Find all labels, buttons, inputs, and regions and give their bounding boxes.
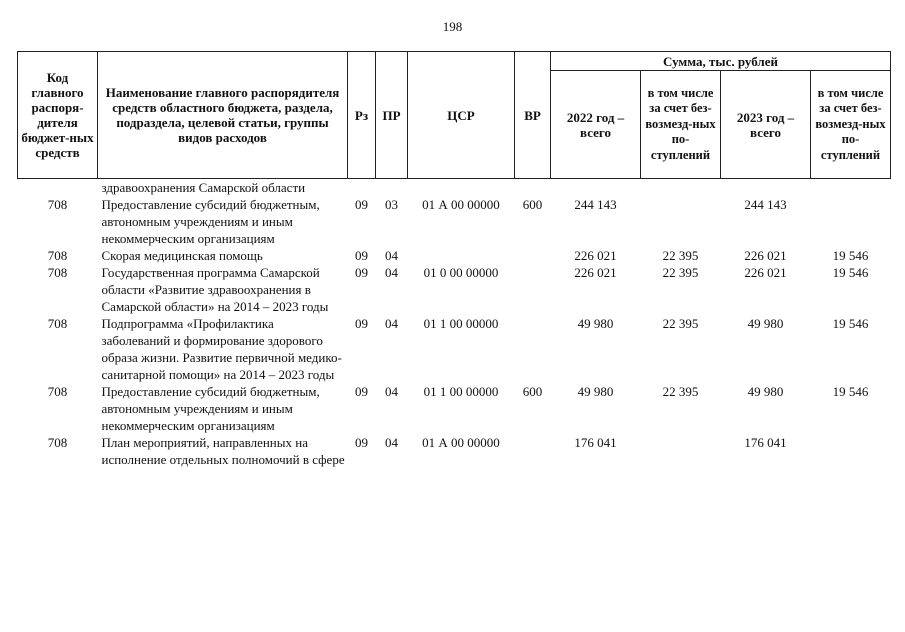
row-name: План мероприятий, направленных на исполнение отдельных полномочий в сфере bbox=[101, 435, 345, 467]
table-row bbox=[18, 315, 891, 383]
row-sum-2023 bbox=[721, 179, 811, 197]
row-pr: 04 bbox=[385, 265, 398, 280]
row-incl-2023 bbox=[811, 179, 891, 197]
budget-table bbox=[17, 51, 891, 468]
table-row bbox=[18, 179, 891, 197]
header-2023-incl: в том числе за счет без-возмезд-ных по-ступлений bbox=[811, 71, 891, 179]
row-vr bbox=[515, 434, 551, 468]
row-name: здравоохранения Самарской области bbox=[101, 180, 306, 195]
row-incl-2022: 22 395 bbox=[662, 384, 699, 399]
row-rz: 09 bbox=[355, 316, 368, 331]
table-row bbox=[18, 247, 891, 264]
header-code: Код главного распоря-дителя бюджет-ных средств bbox=[18, 52, 98, 179]
row-incl-2022: 22 395 bbox=[662, 316, 699, 331]
row-pr: 03 bbox=[385, 197, 398, 212]
row-pr: 04 bbox=[385, 435, 398, 450]
header-sum: Сумма, тыс. рублей bbox=[551, 52, 891, 71]
row-sum-2023: 226 021 bbox=[744, 265, 787, 280]
row-sum-2022 bbox=[551, 179, 641, 197]
header-vr: ВР bbox=[515, 52, 551, 179]
table-row bbox=[18, 196, 891, 247]
row-sum-2022: 244 143 bbox=[574, 197, 617, 212]
row-incl-2023: 19 546 bbox=[832, 265, 869, 280]
row-csr bbox=[408, 247, 515, 264]
header-2022-incl: в том числе за счет без-возмезд-ных по-ступлений bbox=[641, 71, 721, 179]
table-row bbox=[18, 434, 891, 468]
table-row bbox=[18, 383, 891, 434]
row-incl-2023: 19 546 bbox=[832, 384, 869, 399]
row-sum-2023: 244 143 bbox=[744, 197, 787, 212]
row-vr bbox=[515, 315, 551, 383]
row-incl-2023: 19 546 bbox=[832, 248, 869, 263]
row-sum-2022: 49 980 bbox=[577, 316, 614, 331]
row-incl-2022: 22 395 bbox=[662, 248, 699, 263]
row-rz: 09 bbox=[355, 384, 368, 399]
row-sum-2023: 226 021 bbox=[744, 248, 787, 263]
row-pr: 04 bbox=[385, 384, 398, 399]
row-code bbox=[18, 179, 98, 197]
row-csr bbox=[408, 179, 515, 197]
row-name: Скорая медицинская помощь bbox=[101, 248, 263, 263]
row-sum-2022: 49 980 bbox=[577, 384, 614, 399]
row-vr: 600 bbox=[522, 197, 543, 212]
row-name: Предоставление субсидий бюджетным, автономным учреждениям и иным некоммерческим организациям bbox=[101, 197, 320, 246]
row-sum-2022: 226 021 bbox=[574, 265, 617, 280]
header-rz: Рз bbox=[348, 52, 376, 179]
row-csr: 01 А 00 00000 bbox=[422, 197, 500, 212]
row-code: 708 bbox=[47, 435, 68, 450]
row-code: 708 bbox=[47, 384, 68, 399]
row-pr: 04 bbox=[385, 316, 398, 331]
row-incl-2023 bbox=[811, 196, 891, 247]
header-pr: ПР bbox=[376, 52, 408, 179]
row-incl-2022: 22 395 bbox=[662, 265, 699, 280]
header-2022-total: 2022 год – всего bbox=[551, 71, 641, 179]
row-csr: 01 0 00 00000 bbox=[423, 265, 499, 280]
row-code: 708 bbox=[47, 316, 68, 331]
row-rz: 09 bbox=[355, 265, 368, 280]
header-name: Наименование главного распорядителя средств областного бюджета, раздела, подраздела, целевой статьи, группы видов расходов bbox=[98, 52, 348, 179]
row-incl-2022 bbox=[641, 179, 721, 197]
row-sum-2022: 176 041 bbox=[574, 435, 617, 450]
table-row bbox=[18, 264, 891, 315]
row-name: Государственная программа Самарской области «Развитие здравоохранения в Самарской области» на 2014 – 2023 годы bbox=[101, 265, 329, 314]
row-incl-2022 bbox=[641, 196, 721, 247]
header-csr: ЦСР bbox=[408, 52, 515, 179]
row-csr: 01 1 00 00000 bbox=[423, 316, 499, 331]
row-csr: 01 А 00 00000 bbox=[422, 435, 500, 450]
row-code: 708 bbox=[47, 197, 68, 212]
row-vr bbox=[515, 264, 551, 315]
row-sum-2022: 226 021 bbox=[574, 248, 617, 263]
header-2023-total: 2023 год – всего bbox=[721, 71, 811, 179]
row-code: 708 bbox=[47, 265, 68, 280]
row-pr bbox=[376, 179, 408, 197]
row-rz bbox=[348, 179, 376, 197]
row-name: Предоставление субсидий бюджетным, автономным учреждениям и иным некоммерческим организациям bbox=[101, 384, 320, 433]
row-vr bbox=[515, 179, 551, 197]
row-rz: 09 bbox=[355, 435, 368, 450]
row-sum-2023: 49 980 bbox=[747, 316, 784, 331]
row-name: Подпрограмма «Профилактика заболеваний и формирование здорового образа жизни. Развитие первичной медико-санитарной помощи» на 2014 – 2023 годы bbox=[101, 316, 342, 382]
row-rz: 09 bbox=[355, 197, 368, 212]
row-code: 708 bbox=[47, 248, 68, 263]
row-csr: 01 1 00 00000 bbox=[423, 384, 499, 399]
row-incl-2022 bbox=[641, 434, 721, 468]
row-pr: 04 bbox=[385, 248, 398, 263]
row-rz: 09 bbox=[355, 248, 368, 263]
row-sum-2023: 49 980 bbox=[747, 384, 784, 399]
page-number: 198 bbox=[442, 19, 463, 34]
row-incl-2023 bbox=[811, 434, 891, 468]
row-incl-2023: 19 546 bbox=[832, 316, 869, 331]
row-vr bbox=[515, 247, 551, 264]
row-vr: 600 bbox=[522, 384, 543, 399]
row-sum-2023: 176 041 bbox=[744, 435, 787, 450]
